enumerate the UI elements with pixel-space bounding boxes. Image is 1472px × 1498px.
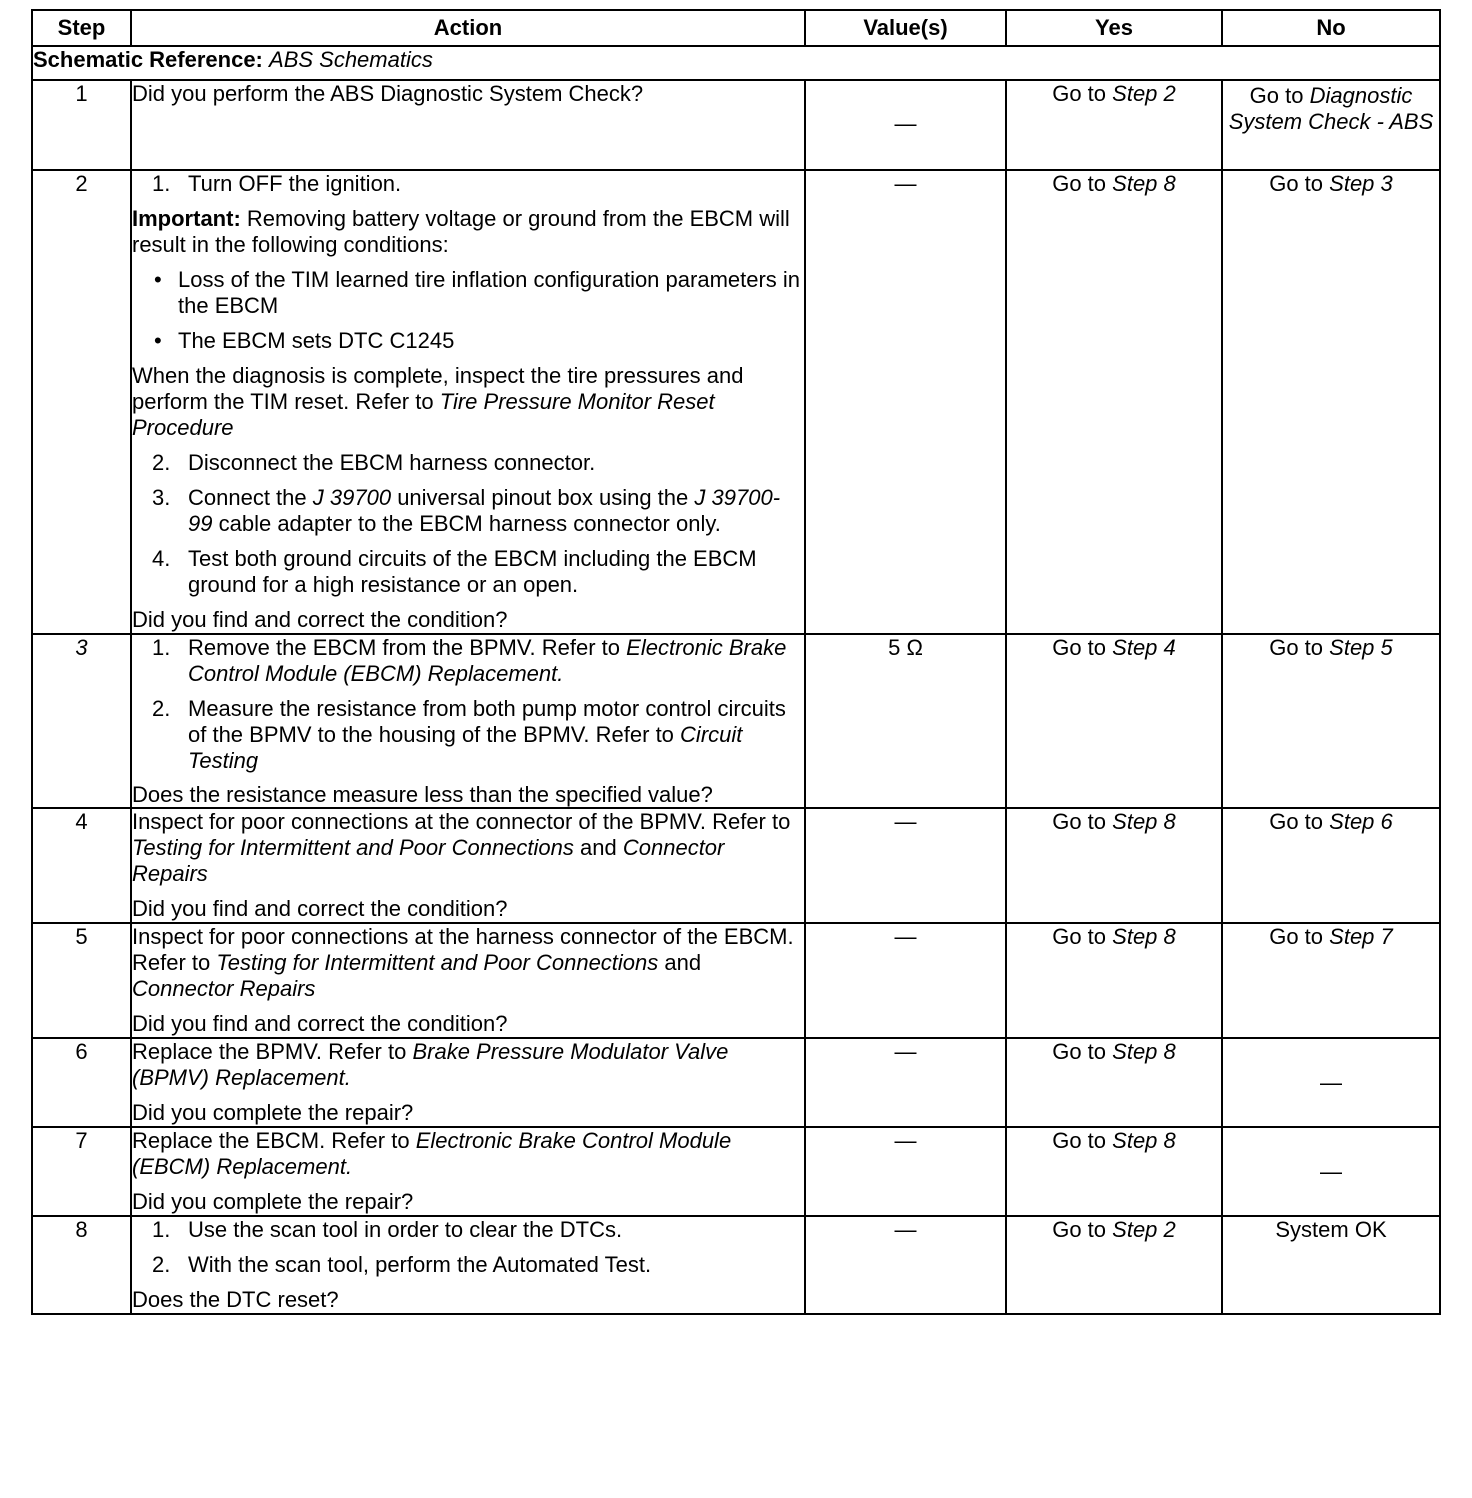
- yes-cell: Go to Step 8: [1006, 923, 1222, 1038]
- header-values: Value(s): [805, 10, 1006, 46]
- no-link[interactable]: Diagnostic System Check - ABS: [1228, 83, 1434, 134]
- schematic-link[interactable]: ABS Schematics: [269, 47, 433, 72]
- yes-link[interactable]: Step 4: [1112, 635, 1176, 660]
- value-cell: —: [805, 80, 1006, 170]
- intermittent-link[interactable]: Testing for Intermittent and Poor Connections: [216, 950, 659, 975]
- value-cell: —: [805, 923, 1006, 1038]
- no-cell: [1222, 80, 1440, 170]
- step-number: 7: [32, 1127, 131, 1216]
- action-question: Does the resistance measure less than the specified value?: [132, 782, 713, 807]
- tool-ref: J 39700-99: [188, 485, 781, 536]
- connector-repairs-link[interactable]: Connector Repairs: [132, 835, 725, 886]
- list-item: 4. Test both ground circuits of the EBCM including the EBCM ground for a high resistance or an open.: [152, 546, 757, 597]
- yes-link[interactable]: Step 8: [1112, 924, 1176, 949]
- action-question: Did you find and correct the condition?: [132, 1011, 508, 1036]
- action-cell: [131, 634, 805, 808]
- yes-link[interactable]: Step 8: [1112, 809, 1176, 834]
- action-question: Did you perform the ABS Diagnostic System Check?: [132, 81, 644, 106]
- list-item: 1. Use the scan tool in order to clear the DTCs.: [152, 1217, 623, 1242]
- step-number: 1: [32, 80, 131, 170]
- important-note: Important: Removing battery voltage or ground from the EBCM will result in the following conditions:: [132, 206, 790, 257]
- bullet-item: • Loss of the TIM learned tire inflation configuration parameters in the EBCM: [154, 267, 801, 318]
- list-item: 2. Measure the resistance from both pump motor control circuits of the BPMV to the housing of the BPMV. Refer to Circuit Testing: [152, 696, 786, 773]
- action-question: Did you complete the repair?: [132, 1100, 414, 1125]
- table-row: [32, 808, 1440, 923]
- yes-link[interactable]: Step 8: [1112, 1128, 1176, 1153]
- header-step: Step: [32, 10, 131, 46]
- value-cell: 5 Ω: [805, 634, 1006, 808]
- header-action: Action: [131, 10, 805, 46]
- action-cell: [131, 808, 805, 923]
- bullet-item: • The EBCM sets DTC C1245: [154, 328, 455, 353]
- yes-cell: Go to Step 8: [1006, 1127, 1222, 1216]
- value-cell: —: [805, 808, 1006, 923]
- yes-link[interactable]: Step 2: [1112, 1217, 1176, 1242]
- goto-text: Go to: [1249, 83, 1304, 108]
- action-cell: [131, 1127, 805, 1216]
- header-yes: Yes: [1006, 10, 1222, 46]
- value-cell: —: [805, 1216, 1006, 1314]
- yes-link[interactable]: Step 8: [1112, 171, 1176, 196]
- action-cell: [131, 80, 805, 170]
- no-cell: —: [1222, 1127, 1440, 1216]
- no-link[interactable]: Step 6: [1329, 809, 1393, 834]
- tpm-reset-link[interactable]: Tire Pressure Monitor Reset Procedure: [132, 389, 715, 440]
- value-cell: —: [805, 1038, 1006, 1127]
- schematic-label: Schematic Reference:: [33, 47, 263, 72]
- action-cell: [131, 1038, 805, 1127]
- action-cell: [131, 923, 805, 1038]
- step-number: 3: [32, 634, 131, 808]
- goto-text: Go to: [1052, 81, 1107, 106]
- no-cell: Go to Step 5: [1222, 634, 1440, 808]
- list-item: 1. Remove the EBCM from the BPMV. Refer to Electronic Brake Control Module (EBCM) Replacement.: [152, 635, 787, 686]
- action-question: Did you find and correct the condition?: [132, 607, 508, 632]
- no-cell: Go to Step 7: [1222, 923, 1440, 1038]
- table-row: [32, 170, 1440, 634]
- yes-cell: Go to Step 8: [1006, 808, 1222, 923]
- list-item: 1. Turn OFF the ignition.: [152, 171, 402, 196]
- bpmv-replacement-link[interactable]: Brake Pressure Modulator Valve (BPMV) Replacement.: [132, 1039, 729, 1090]
- action-question: Did you complete the repair?: [132, 1189, 414, 1214]
- table-row: [32, 1127, 1440, 1216]
- action-question: Did you find and correct the condition?: [132, 896, 508, 921]
- step-number: 8: [32, 1216, 131, 1314]
- no-cell: —: [1222, 1038, 1440, 1127]
- action-question: Does the DTC reset?: [132, 1287, 339, 1312]
- list-item: 3. Connect the J 39700 universal pinout box using the J 39700-99 cable adapter to the EBCM harness connector only.: [152, 485, 781, 536]
- no-cell: Go to Step 6: [1222, 808, 1440, 923]
- list-item: 2. With the scan tool, perform the Automated Test.: [152, 1252, 652, 1277]
- tim-note: When the diagnosis is complete, inspect the tire pressures and perform the TIM reset. Refer to Tire Pressure Monitor Reset Procedure: [132, 363, 744, 440]
- circuit-testing-link[interactable]: Circuit Testing: [188, 722, 743, 773]
- intermittent-link[interactable]: Testing for Intermittent and Poor Connections: [132, 835, 574, 860]
- yes-link[interactable]: Step 8: [1112, 1039, 1176, 1064]
- yes-cell: [1006, 80, 1222, 170]
- step-number: 6: [32, 1038, 131, 1127]
- table-row: [32, 634, 1440, 808]
- ebcm-replacement-link[interactable]: Electronic Brake Control Module (EBCM) Replacement.: [188, 635, 787, 686]
- step-number: 4: [32, 808, 131, 923]
- table-row: [32, 1038, 1440, 1127]
- schematic-reference: [32, 46, 1440, 80]
- yes-cell: Go to Step 8: [1006, 170, 1222, 634]
- step-number: 2: [32, 170, 131, 634]
- tool-ref: J 39700: [312, 485, 392, 510]
- table-row: [32, 80, 1440, 170]
- step-number: 5: [32, 923, 131, 1038]
- action-text: Replace the BPMV. Refer to Brake Pressure Modulator Valve (BPMV) Replacement.: [132, 1039, 729, 1090]
- action-cell: [131, 170, 805, 634]
- schematic-row: [32, 46, 1440, 80]
- yes-link[interactable]: Step 2: [1112, 81, 1176, 106]
- yes-cell: Go to Step 2: [1006, 1216, 1222, 1314]
- yes-cell: Go to Step 8: [1006, 1038, 1222, 1127]
- action-cell: [131, 1216, 805, 1314]
- header-row: [32, 10, 1440, 46]
- ebcm-replacement-link[interactable]: Electronic Brake Control Module (EBCM) Replacement.: [132, 1128, 732, 1179]
- header-no: No: [1222, 10, 1440, 46]
- no-cell: System OK: [1222, 1216, 1440, 1314]
- value-cell: —: [805, 1127, 1006, 1216]
- yes-cell: Go to Step 4: [1006, 634, 1222, 808]
- no-link[interactable]: Step 3: [1329, 171, 1393, 196]
- important-label: Important:: [132, 206, 241, 231]
- table-row: [32, 923, 1440, 1038]
- action-text: Inspect for poor connections at the connector of the BPMV. Refer to Testing for Intermittent and Poor Connections and Connector Repairs: [132, 809, 791, 886]
- connector-repairs-link[interactable]: Connector Repairs: [132, 976, 316, 1001]
- action-text: Inspect for poor connections at the harness connector of the EBCM. Refer to Testing for Intermittent and Poor Connections and Connector Repairs: [132, 924, 794, 1001]
- action-text: Replace the EBCM. Refer to Electronic Brake Control Module (EBCM) Replacement.: [132, 1128, 732, 1179]
- diagnostic-table: [31, 9, 1441, 1315]
- value-cell: —: [805, 170, 1006, 634]
- no-cell: Go to Step 3: [1222, 170, 1440, 634]
- table-row: [32, 1216, 1440, 1314]
- list-item: 2. Disconnect the EBCM harness connector.: [152, 450, 596, 475]
- no-link[interactable]: Step 5: [1329, 635, 1393, 660]
- no-link[interactable]: Step 7: [1329, 924, 1393, 949]
